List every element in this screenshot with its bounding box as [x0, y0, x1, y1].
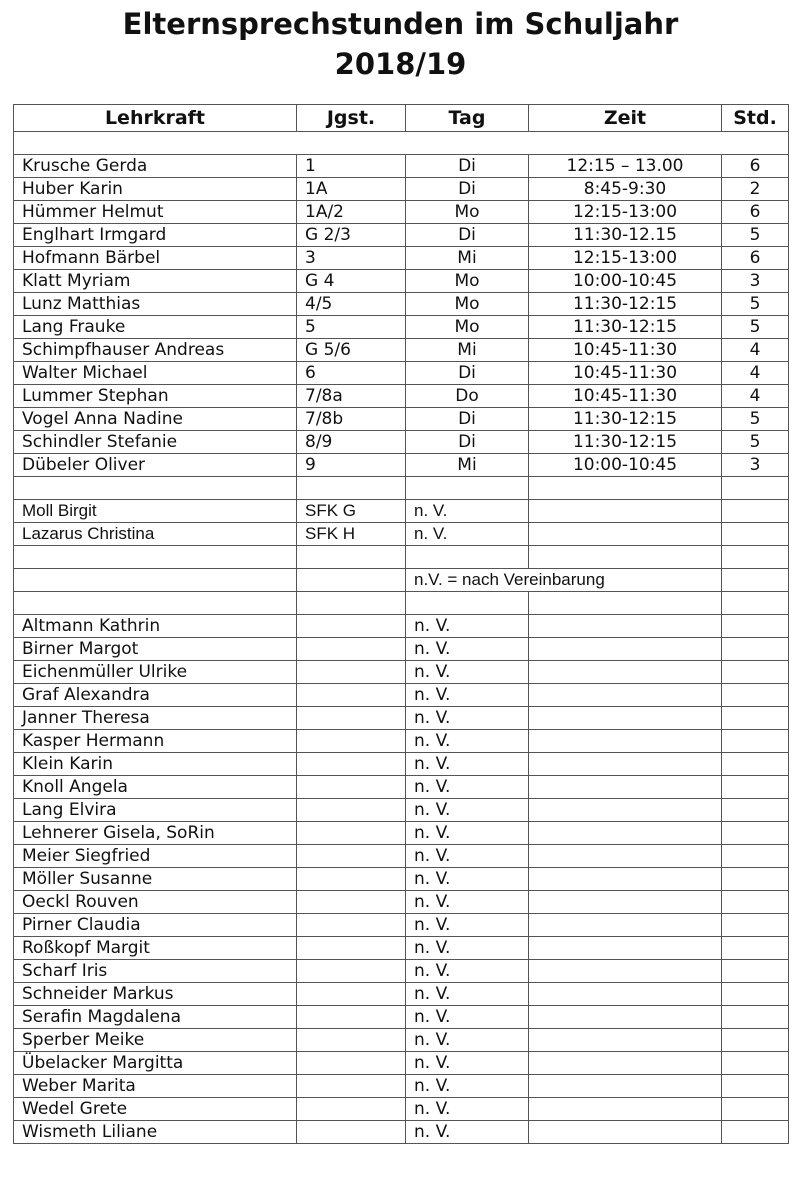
- teacher-name: Hümmer Helmut: [14, 201, 297, 224]
- empty-cell: [14, 569, 297, 592]
- day-cell: Di: [406, 408, 529, 431]
- table-row: [14, 316, 789, 339]
- grade-cell: [297, 1029, 406, 1052]
- teacher-name: Oeckl Rouven: [14, 891, 297, 914]
- period-cell: [722, 1006, 789, 1029]
- grade-cell: 5: [297, 316, 406, 339]
- period-cell: [722, 914, 789, 937]
- time-cell: 11:30-12:15: [529, 408, 722, 431]
- period-cell: [722, 638, 789, 661]
- day-cell: n. V.: [406, 1098, 529, 1121]
- day-cell: Mo: [406, 201, 529, 224]
- table-row: [14, 431, 789, 454]
- period-cell: [722, 661, 789, 684]
- table-row: [14, 224, 789, 247]
- time-cell: [529, 500, 722, 523]
- header-row: [14, 105, 789, 132]
- teacher-name: Weber Marita: [14, 1075, 297, 1098]
- table-row: [14, 247, 789, 270]
- time-cell: [529, 914, 722, 937]
- day-cell: n. V.: [406, 707, 529, 730]
- day-cell: n. V.: [406, 638, 529, 661]
- period-cell: [722, 1029, 789, 1052]
- grade-cell: G 5/6: [297, 339, 406, 362]
- grade-cell: 3: [297, 247, 406, 270]
- empty-row: [14, 546, 789, 569]
- day-cell: n. V.: [406, 868, 529, 891]
- teacher-name: Altmann Kathrin: [14, 615, 297, 638]
- day-cell: Di: [406, 362, 529, 385]
- grade-cell: [297, 1052, 406, 1075]
- grade-cell: [297, 799, 406, 822]
- teacher-name: Graf Alexandra: [14, 684, 297, 707]
- period-cell: 2: [722, 178, 789, 201]
- teacher-name: Englhart Irmgard: [14, 224, 297, 247]
- table-row: [14, 385, 789, 408]
- period-cell: [722, 615, 789, 638]
- period-cell: 6: [722, 155, 789, 178]
- teacher-name: Kasper Hermann: [14, 730, 297, 753]
- grade-cell: [297, 983, 406, 1006]
- grade-cell: [297, 776, 406, 799]
- grade-cell: [297, 868, 406, 891]
- table-row: [14, 408, 789, 431]
- table-row: [14, 201, 789, 224]
- day-cell: Mo: [406, 316, 529, 339]
- header-std: Std.: [722, 105, 789, 132]
- time-cell: [529, 983, 722, 1006]
- grade-cell: 1A/2: [297, 201, 406, 224]
- grade-cell: 1: [297, 155, 406, 178]
- empty-cell: [297, 592, 406, 615]
- grade-cell: [297, 1098, 406, 1121]
- table-row: [14, 638, 789, 661]
- teacher-name: Eichenmüller Ulrike: [14, 661, 297, 684]
- period-cell: [722, 1052, 789, 1075]
- grade-cell: 9: [297, 454, 406, 477]
- time-cell: [529, 868, 722, 891]
- time-cell: [529, 799, 722, 822]
- grade-cell: G 4: [297, 270, 406, 293]
- grade-cell: [297, 615, 406, 638]
- empty-cell: [722, 477, 789, 500]
- time-cell: [529, 822, 722, 845]
- teacher-name: Roßkopf Margit: [14, 937, 297, 960]
- period-cell: [722, 684, 789, 707]
- period-cell: [722, 1075, 789, 1098]
- time-cell: [529, 937, 722, 960]
- grade-cell: 8/9: [297, 431, 406, 454]
- table-row: [14, 960, 789, 983]
- grade-cell: [297, 822, 406, 845]
- day-cell: n. V.: [406, 753, 529, 776]
- empty-cell: [297, 546, 406, 569]
- day-cell: n. V.: [406, 1029, 529, 1052]
- teacher-name: Janner Theresa: [14, 707, 297, 730]
- time-cell: 10:45-11:30: [529, 362, 722, 385]
- table-row: [14, 615, 789, 638]
- grade-cell: [297, 914, 406, 937]
- table-row: [14, 339, 789, 362]
- day-cell: Di: [406, 155, 529, 178]
- grade-cell: 6: [297, 362, 406, 385]
- time-cell: 12:15-13:00: [529, 201, 722, 224]
- time-cell: 10:00-10:45: [529, 270, 722, 293]
- grade-cell: SFK H: [297, 523, 406, 546]
- period-cell: [722, 891, 789, 914]
- table-row: [14, 868, 789, 891]
- time-cell: [529, 1029, 722, 1052]
- time-cell: [529, 845, 722, 868]
- period-cell: [722, 960, 789, 983]
- grade-cell: [297, 753, 406, 776]
- teacher-name: Möller Susanne: [14, 868, 297, 891]
- grade-cell: 7/8b: [297, 408, 406, 431]
- day-cell: n. V.: [406, 799, 529, 822]
- period-cell: [722, 1121, 789, 1144]
- table-row: [14, 1006, 789, 1029]
- teacher-name: Wedel Grete: [14, 1098, 297, 1121]
- time-cell: [529, 753, 722, 776]
- period-cell: [722, 500, 789, 523]
- table-row: [14, 799, 789, 822]
- teacher-name: Klein Karin: [14, 753, 297, 776]
- title-line-2: 2018/19: [334, 47, 467, 81]
- teacher-name: Schimpfhauser Andreas: [14, 339, 297, 362]
- time-cell: [529, 1052, 722, 1075]
- day-cell: Mo: [406, 293, 529, 316]
- period-cell: [722, 1098, 789, 1121]
- teacher-name: Klatt Myriam: [14, 270, 297, 293]
- grade-cell: [297, 638, 406, 661]
- header-zeit: Zeit: [529, 105, 722, 132]
- teacher-name: Walter Michael: [14, 362, 297, 385]
- empty-cell: [14, 592, 297, 615]
- day-cell: n. V.: [406, 891, 529, 914]
- teacher-name: Lummer Stephan: [14, 385, 297, 408]
- day-cell: n. V.: [406, 845, 529, 868]
- day-cell: n. V.: [406, 960, 529, 983]
- table-row: [14, 454, 789, 477]
- period-cell: [722, 799, 789, 822]
- grade-cell: 4/5: [297, 293, 406, 316]
- period-cell: 4: [722, 339, 789, 362]
- grade-cell: [297, 1121, 406, 1144]
- table-row: [14, 753, 789, 776]
- grade-cell: [297, 937, 406, 960]
- grade-cell: 7/8a: [297, 385, 406, 408]
- table-row: [14, 500, 789, 523]
- legend-text: n.V. = nach Vereinbarung: [406, 569, 722, 592]
- day-cell: n. V.: [406, 1121, 529, 1144]
- time-cell: [529, 730, 722, 753]
- teacher-name: Huber Karin: [14, 178, 297, 201]
- day-cell: n. V.: [406, 730, 529, 753]
- table-row: [14, 1075, 789, 1098]
- day-cell: n. V.: [406, 937, 529, 960]
- period-cell: 5: [722, 224, 789, 247]
- teacher-name: Meier Siegfried: [14, 845, 297, 868]
- day-cell: Di: [406, 431, 529, 454]
- time-cell: 10:45-11:30: [529, 385, 722, 408]
- time-cell: 8:45-9:30: [529, 178, 722, 201]
- period-cell: 4: [722, 362, 789, 385]
- day-cell: n. V.: [406, 615, 529, 638]
- table-row: [14, 937, 789, 960]
- empty-cell: [297, 477, 406, 500]
- table-row: [14, 891, 789, 914]
- empty-cell: [406, 477, 529, 500]
- teacher-name: Pirner Claudia: [14, 914, 297, 937]
- time-cell: [529, 684, 722, 707]
- time-cell: [529, 638, 722, 661]
- time-cell: [529, 707, 722, 730]
- teacher-name: Übelacker Margitta: [14, 1052, 297, 1075]
- time-cell: 12:15 – 13.00: [529, 155, 722, 178]
- grade-cell: [297, 707, 406, 730]
- period-cell: [722, 937, 789, 960]
- table-row: [14, 684, 789, 707]
- empty-cell: [14, 546, 297, 569]
- day-cell: Mo: [406, 270, 529, 293]
- time-cell: [529, 1098, 722, 1121]
- time-cell: [529, 776, 722, 799]
- day-cell: Mi: [406, 247, 529, 270]
- time-cell: [529, 1075, 722, 1098]
- grade-cell: [297, 684, 406, 707]
- table-row: [14, 270, 789, 293]
- day-cell: n. V.: [406, 684, 529, 707]
- day-cell: n. V.: [406, 1075, 529, 1098]
- time-cell: [529, 615, 722, 638]
- period-cell: [722, 753, 789, 776]
- teacher-name: Schneider Markus: [14, 983, 297, 1006]
- teacher-name: Knoll Angela: [14, 776, 297, 799]
- grade-cell: [297, 730, 406, 753]
- teacher-name: Serafin Magdalena: [14, 1006, 297, 1029]
- period-cell: 5: [722, 316, 789, 339]
- period-cell: [722, 707, 789, 730]
- empty-cell: [406, 592, 529, 615]
- table-row: [14, 914, 789, 937]
- empty-cell: [297, 569, 406, 592]
- table-row: [14, 155, 789, 178]
- day-cell: n. V.: [406, 661, 529, 684]
- empty-cell: [722, 569, 789, 592]
- spacer-row: [14, 132, 789, 155]
- period-cell: 5: [722, 408, 789, 431]
- teacher-name: Lang Frauke: [14, 316, 297, 339]
- table-row: [14, 776, 789, 799]
- day-cell: Di: [406, 178, 529, 201]
- period-cell: 3: [722, 454, 789, 477]
- period-cell: [722, 523, 789, 546]
- teacher-name: Hofmann Bärbel: [14, 247, 297, 270]
- table-row: [14, 661, 789, 684]
- day-cell: n. V.: [406, 914, 529, 937]
- teacher-name: Scharf Iris: [14, 960, 297, 983]
- period-cell: 5: [722, 293, 789, 316]
- period-cell: [722, 983, 789, 1006]
- time-cell: [529, 960, 722, 983]
- teacher-name: Dübeler Oliver: [14, 454, 297, 477]
- table-row: [14, 822, 789, 845]
- table-row: [14, 1121, 789, 1144]
- empty-cell: [14, 477, 297, 500]
- teacher-name: Sperber Meike: [14, 1029, 297, 1052]
- grade-cell: [297, 960, 406, 983]
- day-cell: Mi: [406, 339, 529, 362]
- grade-cell: 1A: [297, 178, 406, 201]
- header-tag: Tag: [406, 105, 529, 132]
- table-row: [14, 1029, 789, 1052]
- time-cell: [529, 1121, 722, 1144]
- time-cell: 10:00-10:45: [529, 454, 722, 477]
- teacher-name: Lunz Matthias: [14, 293, 297, 316]
- time-cell: 11:30-12:15: [529, 431, 722, 454]
- teacher-name: Moll Birgit: [14, 500, 297, 523]
- empty-cell: [722, 546, 789, 569]
- day-cell: Di: [406, 224, 529, 247]
- time-cell: 12:15-13:00: [529, 247, 722, 270]
- empty-row: [14, 592, 789, 615]
- header-lehrkraft: Lehrkraft: [14, 105, 297, 132]
- day-cell: n. V.: [406, 983, 529, 1006]
- spacer-cell: [14, 132, 789, 155]
- day-cell: n. V.: [406, 822, 529, 845]
- grade-cell: [297, 1006, 406, 1029]
- table-row: [14, 523, 789, 546]
- grade-cell: [297, 1075, 406, 1098]
- day-cell: n. V.: [406, 500, 529, 523]
- time-cell: [529, 523, 722, 546]
- grade-cell: [297, 845, 406, 868]
- period-cell: 3: [722, 270, 789, 293]
- time-cell: [529, 891, 722, 914]
- grade-cell: SFK G: [297, 500, 406, 523]
- teacher-name: Lehnerer Gisela, SoRin: [14, 822, 297, 845]
- grade-cell: G 2/3: [297, 224, 406, 247]
- teacher-name: Vogel Anna Nadine: [14, 408, 297, 431]
- empty-cell: [529, 477, 722, 500]
- table-body: [14, 132, 789, 1144]
- teacher-name: Krusche Gerda: [14, 155, 297, 178]
- day-cell: Mi: [406, 454, 529, 477]
- empty-cell: [529, 592, 722, 615]
- time-cell: 10:45-11:30: [529, 339, 722, 362]
- time-cell: 11:30-12.15: [529, 224, 722, 247]
- period-cell: [722, 730, 789, 753]
- day-cell: Do: [406, 385, 529, 408]
- table-row: [14, 362, 789, 385]
- table-row: [14, 983, 789, 1006]
- day-cell: n. V.: [406, 1052, 529, 1075]
- empty-cell: [722, 592, 789, 615]
- teacher-name: Lang Elvira: [14, 799, 297, 822]
- day-cell: n. V.: [406, 523, 529, 546]
- table-row: [14, 178, 789, 201]
- period-cell: [722, 845, 789, 868]
- day-cell: n. V.: [406, 1006, 529, 1029]
- empty-row: [14, 477, 789, 500]
- empty-cell: [529, 546, 722, 569]
- time-cell: 11:30-12:15: [529, 293, 722, 316]
- page-title: [0, 4, 801, 84]
- title-line-1: Elternsprechstunden im Schuljahr: [122, 7, 679, 41]
- teacher-name: Wismeth Liliane: [14, 1121, 297, 1144]
- table-row: [14, 293, 789, 316]
- period-cell: 4: [722, 385, 789, 408]
- table-row: [14, 730, 789, 753]
- day-cell: n. V.: [406, 776, 529, 799]
- teacher-name: Birner Margot: [14, 638, 297, 661]
- period-cell: 5: [722, 431, 789, 454]
- time-cell: [529, 661, 722, 684]
- table-row: [14, 1098, 789, 1121]
- table-row: [14, 1052, 789, 1075]
- teacher-name: Lazarus Christina: [14, 523, 297, 546]
- teacher-name: Schindler Stefanie: [14, 431, 297, 454]
- time-cell: 11:30-12:15: [529, 316, 722, 339]
- table-row: [14, 845, 789, 868]
- schedule-table: [13, 104, 789, 1144]
- period-cell: [722, 822, 789, 845]
- header-jgst: Jgst.: [297, 105, 406, 132]
- table-row: [14, 707, 789, 730]
- empty-cell: [406, 546, 529, 569]
- grade-cell: [297, 891, 406, 914]
- time-cell: [529, 1006, 722, 1029]
- period-cell: [722, 776, 789, 799]
- legend-row: [14, 569, 789, 592]
- period-cell: 6: [722, 201, 789, 224]
- grade-cell: [297, 661, 406, 684]
- period-cell: 6: [722, 247, 789, 270]
- period-cell: [722, 868, 789, 891]
